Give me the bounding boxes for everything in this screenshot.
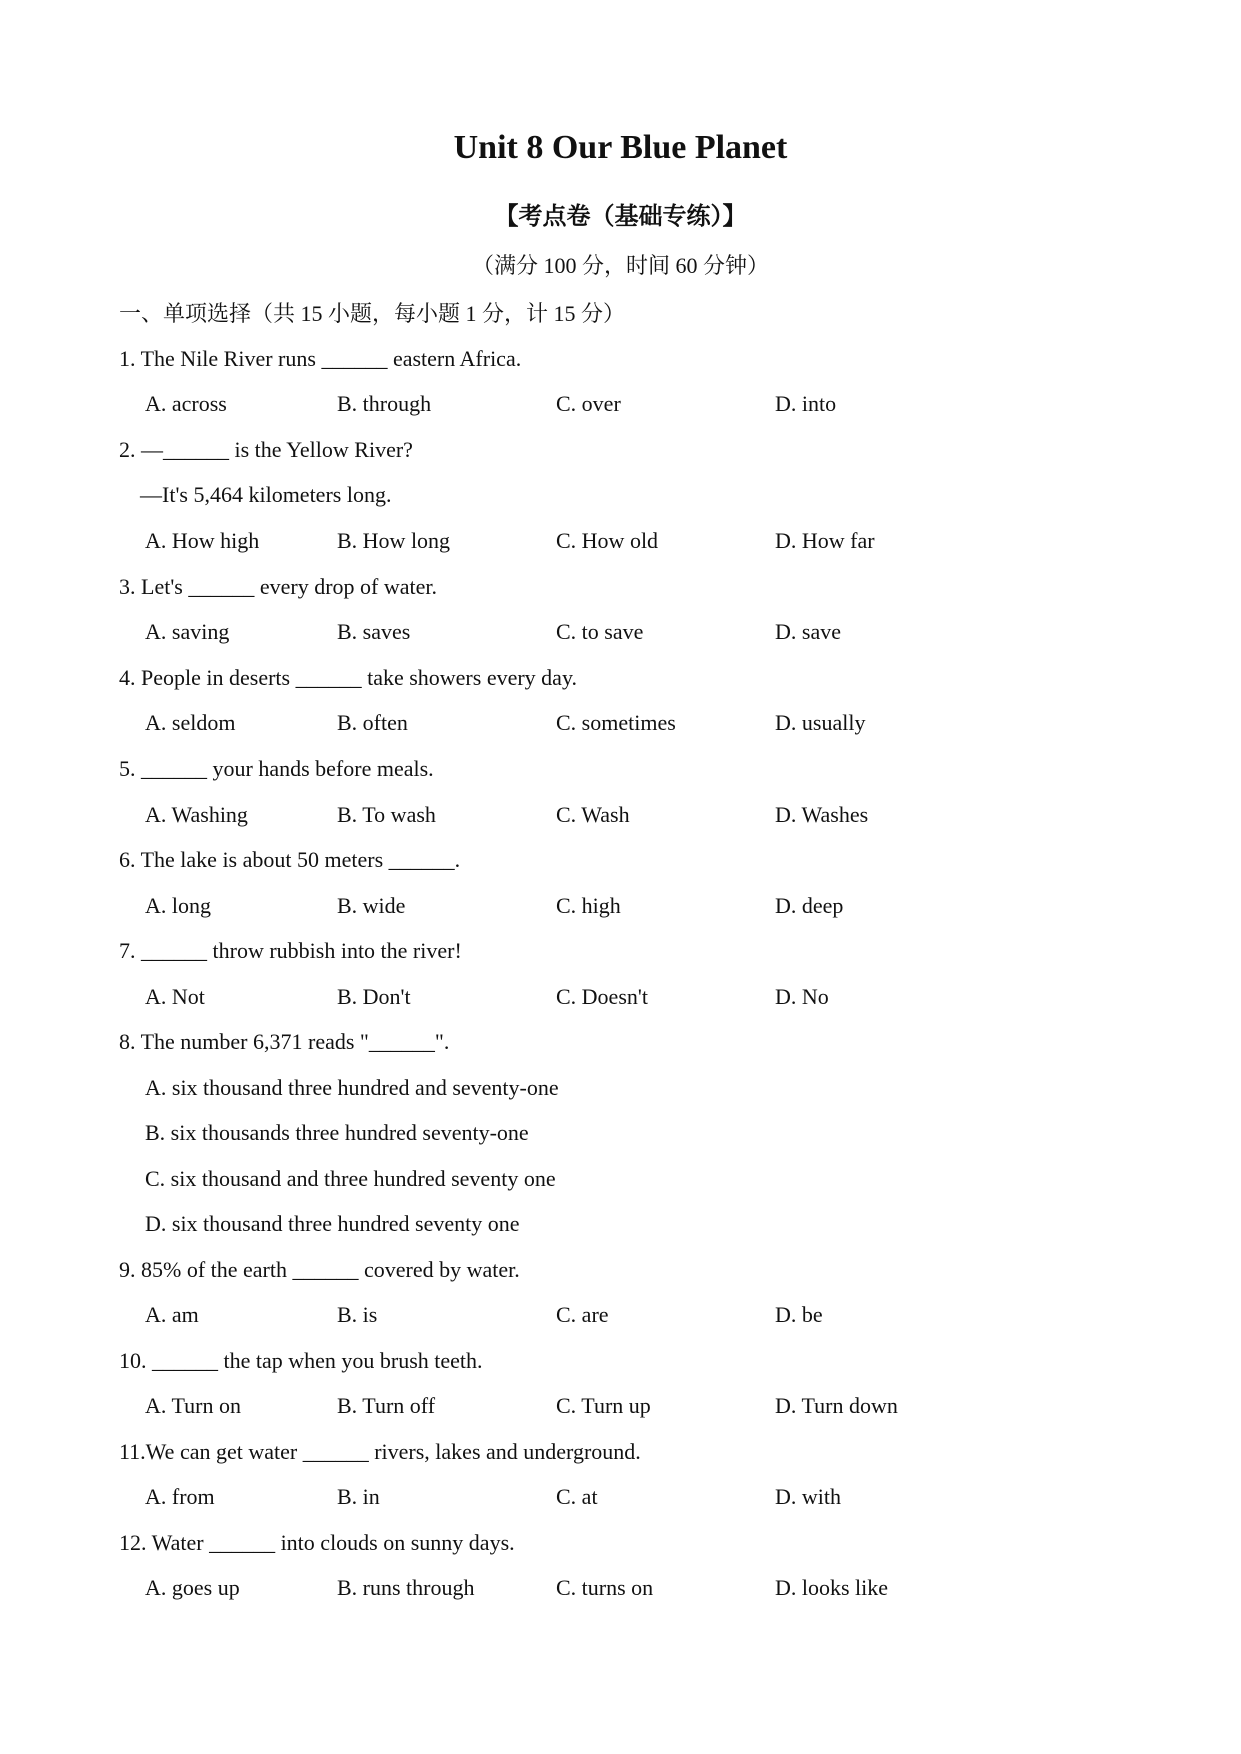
question-7-option-d: D. No [775,984,829,1009]
question-1-option-b: B. through [337,391,432,416]
question-10-option-a: A. Turn on [145,1393,241,1418]
question-7-option-c: C. Doesn't [556,984,648,1009]
question-12-option-b: B. runs through [337,1575,475,1600]
score-info: （满分 100 分，时间 60 分钟） [471,253,769,278]
question-11-stem: 11.We can get water ______ rivers, lakes and underground. [119,1439,641,1464]
question-8-option-b: B. six thousands three hundred seventy-one [145,1120,529,1145]
question-5-option-a: A. Washing [145,802,248,827]
question-12-option-d: D. looks like [775,1575,889,1600]
question-9-stem: 9. 85% of the earth ______ covered by water. [119,1257,520,1282]
question-2-option-d: D. How far [775,528,875,553]
question-11-option-b: B. in [337,1484,380,1509]
question-10-option-c: C. Turn up [556,1393,651,1418]
question-1-option-d: D. into [775,391,837,416]
question-8-option-d: D. six thousand three hundred seventy one [145,1211,520,1236]
question-10-option-d: D. Turn down [775,1393,898,1418]
question-1-option-c: C. over [556,391,621,416]
question-9-option-b: B. is [337,1302,378,1327]
question-12-option-c: C. turns on [556,1575,654,1600]
question-8-option-c: C. six thousand and three hundred seventy one [145,1166,556,1191]
question-5-stem: 5. ______ your hands before meals. [119,756,434,781]
question-9-option-a: A. am [145,1302,199,1327]
question-4-stem: 4. People in deserts ______ take showers every day. [119,665,578,690]
question-7-option-b: B. Don't [337,984,411,1009]
question-6-option-c: C. high [556,893,621,918]
question-3-option-c: C. to save [556,619,644,644]
question-12-stem: 12. Water ______ into clouds on sunny days. [119,1530,515,1555]
question-5-option-c: C. Wash [556,802,630,827]
question-12-option-a: A. goes up [145,1575,240,1600]
question-3-option-a: A. saving [145,619,230,644]
question-3-option-b: B. saves [337,619,411,644]
question-7-stem: 7. ______ throw rubbish into the river! [119,938,462,963]
question-1-option-a: A. across [145,391,227,416]
question-3-stem: 3. Let's ______ every drop of water. [119,574,437,599]
question-11-option-d: D. with [775,1484,841,1509]
question-9-option-d: D. be [775,1302,823,1327]
question-2-stem: 2. —______ is the Yellow River? [119,437,413,462]
question-2-option-c: C. How old [556,528,659,553]
question-4-option-d: D. usually [775,710,866,735]
question-6-stem: 6. The lake is about 50 meters ______. [119,847,461,872]
question-3-option-d: D. save [775,619,841,644]
question-6-option-d: D. deep [775,893,844,918]
question-5-option-d: D. Washes [775,802,869,827]
question-7-option-a: A. Not [145,984,205,1009]
question-5-option-b: B. To wash [337,802,436,827]
question-4-option-c: C. sometimes [556,710,676,735]
document-subtitle: 【考点卷（基础专练）】 [494,204,747,230]
question-10-option-b: B. Turn off [337,1393,436,1418]
question-11-option-c: C. at [556,1484,598,1509]
question-2-option-b: B. How long [337,528,451,553]
question-11-option-a: A. from [145,1484,215,1509]
question-6-option-b: B. wide [337,893,406,918]
question-6-option-a: A. long [145,893,211,918]
question-9-option-c: C. are [556,1302,609,1327]
question-2-option-a: A. How high [145,528,260,553]
question-1-stem: 1. The Nile River runs ______ eastern Africa. [119,346,522,371]
question-8-stem: 8. The number 6,371 reads "______". [119,1029,450,1054]
section-heading: 一、单项选择（共 15 小题，每小题 1 分，计 15 分） [119,301,626,326]
question-8-option-a: A. six thousand three hundred and seventy-one [145,1075,559,1100]
question-4-option-a: A. seldom [145,710,236,735]
question-2-reply: —It's 5,464 kilometers long. [140,482,392,507]
question-4-option-b: B. often [337,710,408,735]
document-title: Unit 8 Our Blue Planet [453,129,788,166]
question-10-stem: 10. ______ the tap when you brush teeth. [119,1348,483,1373]
